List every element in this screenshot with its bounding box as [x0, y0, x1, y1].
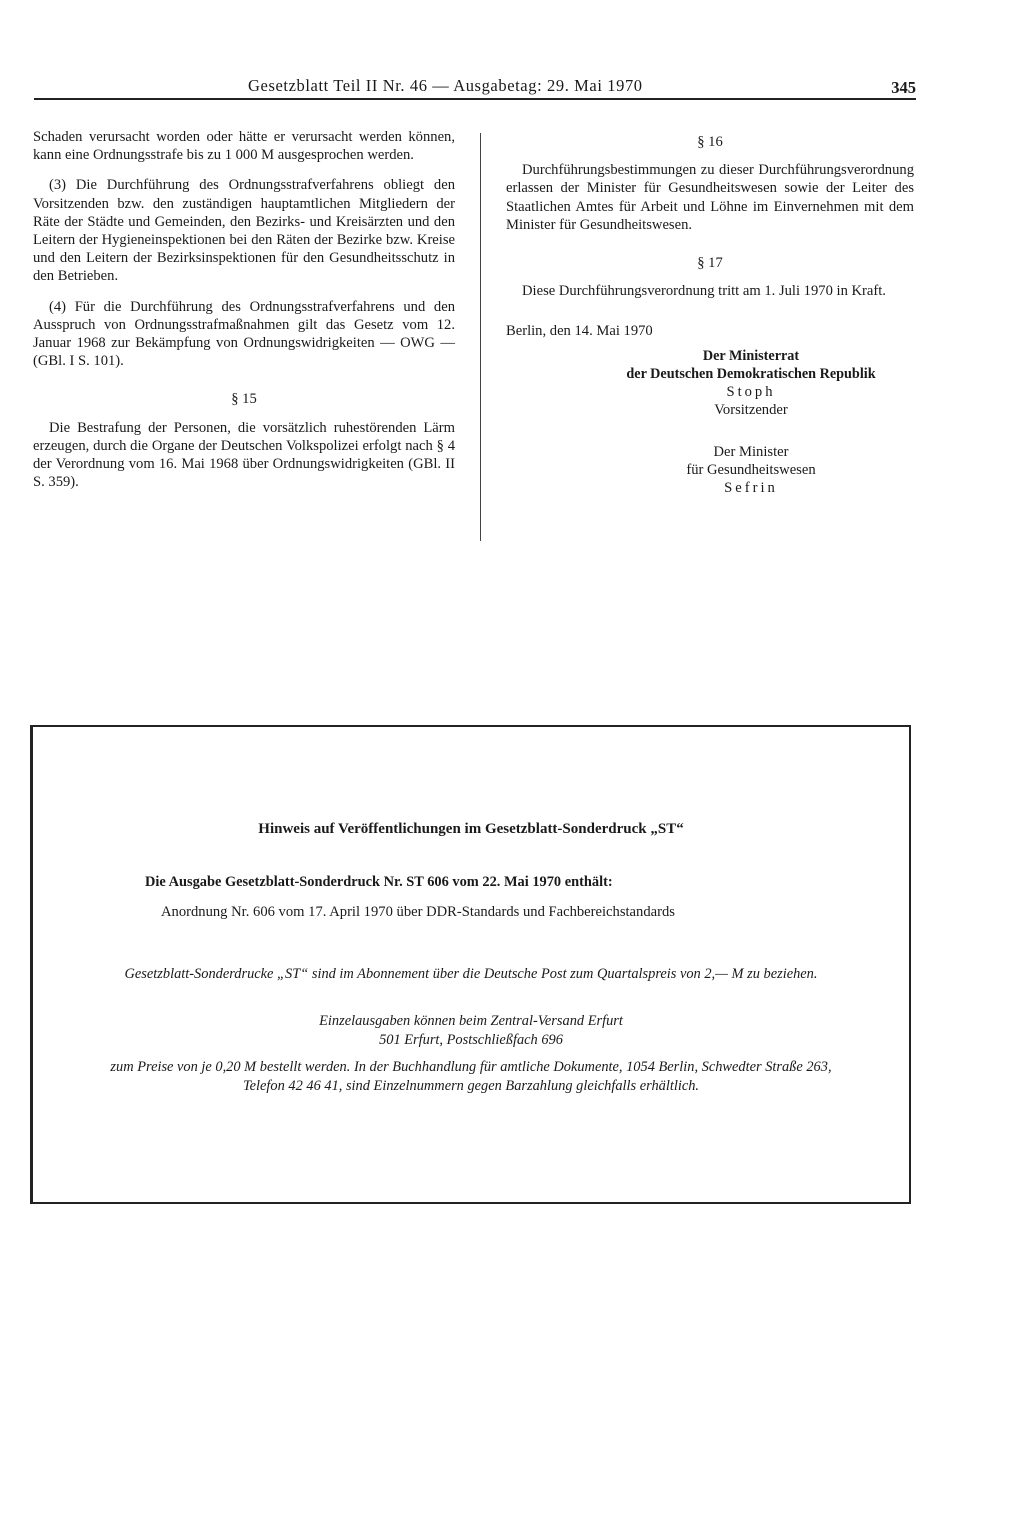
signer-2-name: Sefrin [724, 480, 778, 497]
notice-order-line-1: Einzelausgaben können beim Zentral-Versand Erfurt [319, 1013, 623, 1029]
section-15-heading: § 15 [231, 391, 257, 408]
section-17-text: Diese Durchführungsverordnung tritt am 1. Juli 1970 in Kraft. [522, 283, 886, 300]
notice-subscription-info: Gesetzblatt-Sonderdrucke „ST“ sind im Abonnement über die Deutsche Post zum Quartalspreis von 2,— M zu beziehen. [124, 966, 818, 982]
notice-subtitle: Die Ausgabe Gesetzblatt-Sonderdruck Nr. ST 606 vom 22. Mai 1970 enthält: [145, 874, 613, 890]
section-17-heading: § 17 [697, 255, 723, 272]
header-title: Gesetzblatt Teil II Nr. 46 — Ausgabetag: 29. Mai 1970 [248, 76, 643, 95]
org-line-2: der Deutschen Demokratischen Republik [626, 365, 876, 382]
notice-price-info: zum Preise von je 0,20 M bestellt werden. In der Buchhandlung für amtliche Dokumente, 1054 Berlin, Schwedter Straße 263, Telefon 42 46 41, sind Einzelnummern gegen Barzahlung gleichfalls erhältlich. [110, 1059, 832, 1094]
signer-2-role-line-1: Der Minister [713, 444, 789, 461]
page-number: 345 [891, 78, 916, 97]
signer-2-block [506, 443, 914, 498]
left-column [33, 128, 455, 503]
page-header [34, 76, 916, 100]
place-date: Berlin, den 14. Mai 1970 [506, 323, 653, 340]
section-16-heading: § 16 [697, 134, 723, 150]
column-divider [480, 133, 481, 541]
right-column [506, 133, 914, 498]
section-16-text: Durchführungsbestimmungen zu dieser Durchführungsverordnung erlassen der Minister für Gesundheitswesen sowie der Leiter des Staatlichen Amtes für Arbeit und Löhne im Einvernehmen mit dem Minister für Gesundheitswesen. [506, 162, 914, 233]
section-15-text: Die Bestrafung der Personen, die vorsätzlich ruhestörenden Lärm erzeugen, durch die Organe der Deutschen Volkspolizei erfolgt nach § 4 der Verordnung vom 16. Mai 1968 über Ordnungswidrigkeiten (GBl. II S. 359). [33, 419, 455, 491]
signer-1-role: Vorsitzender [714, 401, 788, 418]
paragraph-3: (3) Die Durchführung des Ordnungsstrafverfahrens obliegt den Vorsitzenden bzw. den zuständigen hauptamtlichen Mitgliedern der Räte der Städte und Gemeinden, den Bezirks- und Kreisärzten und den Leitern der Hygieneinspektionen bei den Räten der Bezirke bzw. Kreise und den Leitern der Bezirksinspektionen für den Gesundheitsschutz in den Betrieben. [33, 177, 455, 285]
paragraph-continuation: Schaden verursacht worden oder hätte er verursacht werden können, kann eine Ordnungsstrafe bis zu 1 000 M ausgesprochen werden. [33, 129, 455, 164]
signatory-organization [506, 347, 914, 383]
notice-item: Anordnung Nr. 606 vom 17. April 1970 über DDR-Standards und Fachbereichstandards [161, 904, 675, 920]
publication-notice-box [30, 725, 911, 1204]
notice-title: Hinweis auf Veröffentlichungen im Gesetzblatt-Sonderdruck „ST“ [258, 821, 684, 837]
signer-2-role-line-2: für Gesundheitswesen [686, 462, 816, 479]
notice-order-info [93, 1012, 849, 1050]
signer-1-name: Stoph [726, 383, 776, 400]
notice-order-line-2: 501 Erfurt, Postschließfach 696 [379, 1032, 563, 1048]
org-line-1: Der Ministerrat [702, 347, 800, 364]
paragraph-4: (4) Für die Durchführung des Ordnungsstrafverfahrens und den Ausspruch von Ordnungsstrafmaßnahmen gilt das Gesetz vom 12. Januar 1968 zur Bekämpfung von Ordnungswidrigkeiten — OWG — (GBl. I S. 101). [33, 298, 455, 370]
